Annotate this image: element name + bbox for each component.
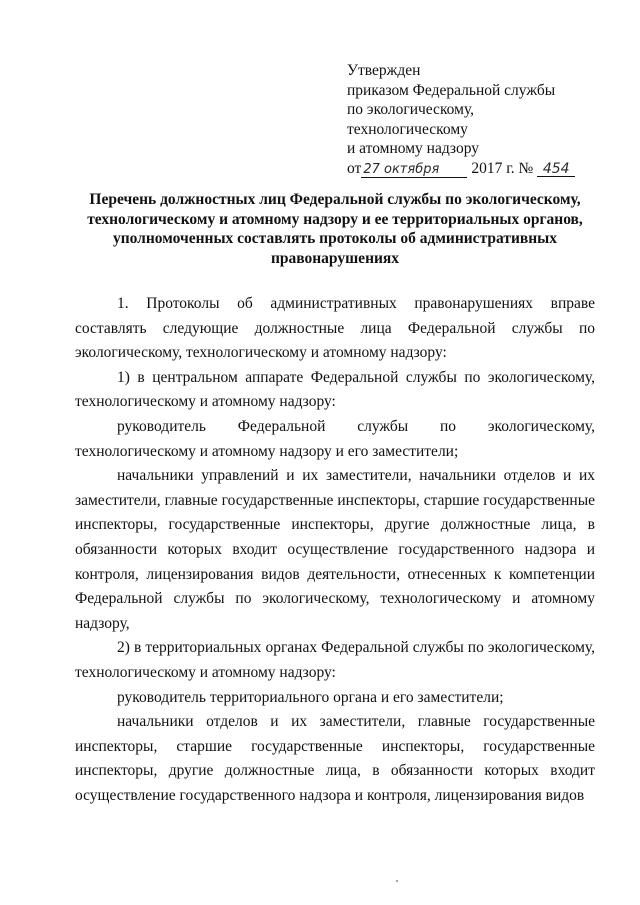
scan-speck bbox=[396, 880, 398, 882]
approval-line: приказом Федеральной службы bbox=[347, 81, 556, 99]
approval-date-line bbox=[347, 159, 575, 179]
paragraph: 1) в центральном аппарате Федеральной службы по экологическому, технологическому и атомному надзору: bbox=[75, 368, 595, 411]
date-year: 2017 г. № bbox=[471, 159, 534, 177]
paragraph: 2) в территориальных органах Федеральной службы по экологическому, технологическому и атомному надзору: bbox=[75, 639, 595, 681]
approval-stamp-block bbox=[347, 61, 575, 178]
paragraph: начальники отделов и их заместители, главные государственные инспекторы, старшие государственные инспекторы, государственные инспекторы, другие должностные лица, в обязанности которых входит осуществление государственного надзора и контроля, лицензирования видов bbox=[75, 713, 595, 804]
approval-line: по экологическому, bbox=[347, 101, 475, 118]
approval-line: технологическому bbox=[347, 120, 468, 138]
paragraph: начальники управлений и их заместители, начальники отделов и их заместители, главные государственные инспекторы, старшие государственные инспекторы, государственные инспекторы, другие должностные лица, в обязанности которых входит осуществление государственного надзора и контроля, лицензирования видов деятельности, отнесенных к компетенции Федеральной службы по экологическому, технологическому и атомному надзору, bbox=[75, 467, 595, 632]
approval-line: и атомному надзору bbox=[347, 140, 479, 157]
date-prefix: от bbox=[347, 159, 362, 177]
paragraph: 1. Протоколы об административных правонарушениях вправе составлять следующие должностные лица Федеральной службы по экологическому, технологическому и атомному надзору: bbox=[75, 295, 595, 362]
paragraph: руководитель Федеральной службы по экологическому, технологическому и атомному надзору и его заместители; bbox=[75, 417, 595, 460]
handwritten-date: 27 октября bbox=[361, 163, 467, 178]
document-body bbox=[75, 292, 595, 808]
handwritten-order-number: 454 bbox=[537, 162, 575, 177]
document-title: Перечень должностных лиц Федеральной службы по экологическому, технологическому и атомному надзору и ее территориальных органов, уполномоченных составлять протоколы об административных правонарушениях bbox=[87, 191, 583, 267]
paragraph: руководитель территориального органа и его заместители; bbox=[117, 688, 504, 706]
approval-line: Утвержден bbox=[347, 62, 421, 79]
